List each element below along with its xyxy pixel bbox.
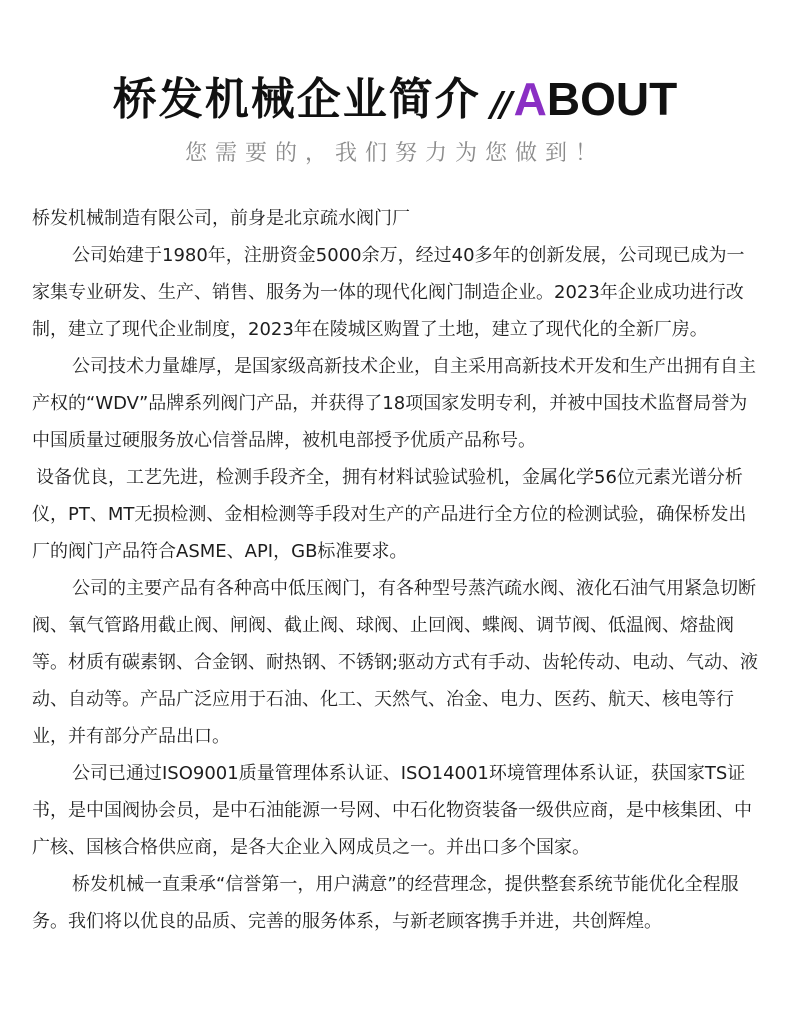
page-title: 桥发机械企业简介 (112, 74, 481, 125)
about-letter-a: A (513, 73, 547, 125)
intro-paragraph-company: 桥发机械制造有限公司，前身是北京疏水阀门厂 (32, 208, 410, 229)
title-separator: // (490, 85, 510, 125)
intro-paragraph-technology: 公司技术力量雄厚，是国家级高新技术企业，自主采用高新技术开发和生产出拥有自主产权的“WDV”品牌系列阀门产品，并获得了18项国家发明专利，并被中国技术监督局誉为中国质量过硬服务放心信誉品牌，被机电部授予优质产品称号。 (32, 356, 756, 451)
intro-paragraph-products: 公司的主要产品有各种高中低压阀门，有各种型号蒸汽疏水阀、液化石油气用紧急切断阀、氧气管路用截止阀、闸阀、截止阀、球阀、止回阀、蝶阀、调节阀、低温阀、熔盐阀等。材质有碳素钢、合金钢、耐热钢、不锈钢;驱动方式有手动、齿轮传动、电动、气动、液动、自动等。产品广泛应用于石油、化工、天然气、冶金、电力、医药、航天、核电等行业，并有部分产品出口。 (32, 578, 759, 747)
intro-paragraph-philosophy: 桥发机械一直秉承“信誉第一，用户满意”的经营理念，提供整套系统节能优化全程服务。我们将以优良的品质、完善的服务体系，与新老顾客携手并进，共创辉煌。 (32, 874, 739, 932)
about-letters-rest: BOUT (546, 73, 678, 125)
tagline: 您需要的，我们努力为您做到！ (184, 141, 605, 166)
intro-paragraph-history: 公司始建于1980年，注册资金5000余万，经过40多年的创新发展，公司现已成为一家集专业研发、生产、销售、服务为一体的现代化阀门制造企业。2023年企业成功进行改制，建立了现代企业制度，2023年在陵城区购置了土地，建立了现代化的全新厂房。 (32, 245, 745, 340)
intro-paragraph-certifications: 公司已通过ISO9001质量管理体系认证、ISO14001环境管理体系认证，获国家TS证书，是中国阀协会员，是中石油能源一号网、中石化物资装备一级供应商，是中核集团、中广核、国核合格供应商，是各大企业入网成员之一。并出口多个国家。 (32, 763, 752, 858)
intro-content (32, 200, 760, 940)
intro-paragraph-equipment: 设备优良，工艺先进，检测手段齐全，拥有材料试验试验机，金属化学56位元素光谱分析仪，PT、MT无损检测、金相检测等手段对生产的产品进行全方位的检测试验，确保桥发出厂的阀门产品符合ASME、API，GB标准要求。 (32, 467, 747, 562)
page-header (0, 52, 790, 125)
